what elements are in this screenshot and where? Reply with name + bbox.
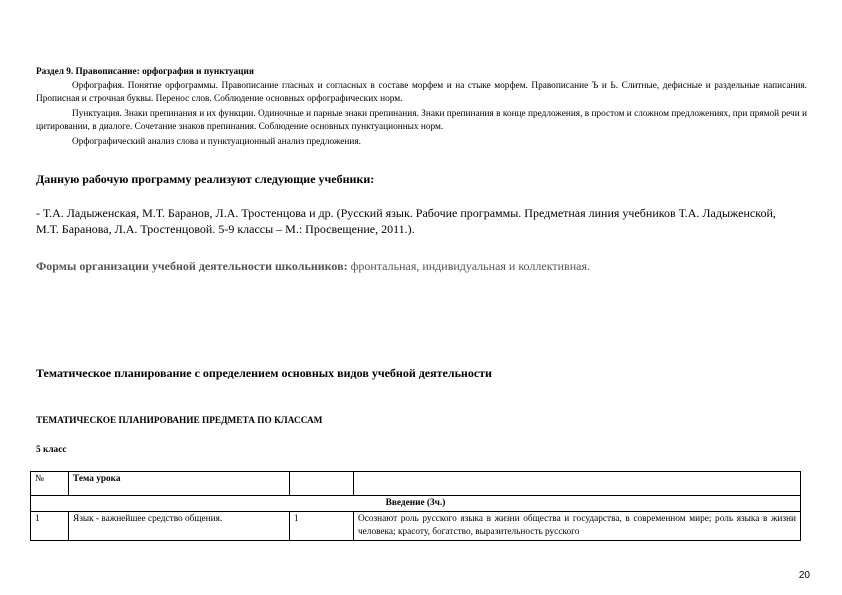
textbooks-item: - Т.А. Ладыженская, М.Т. Баранов, Л.А. Тростенцова и др. (Русский язык. Рабочие программы. Предметная линия учебников Т.А. Ладыженской, М.Т. Баранова, Л.А. Тростенцовой. 5-9 классы – М.: Просвещение, 2011.). [36,206,776,236]
header-activity [354,472,801,496]
header-hours [290,472,354,496]
forms-label: Формы организации учебной деятельности школьников: [36,259,348,273]
forms-line [36,258,796,274]
table-section-row [31,496,801,512]
row-activity: Осознают роль русского языка в жизни общества и государства, в современном мире; роль языка в жизни человека; красоту, богатство, выразительность русского [354,512,801,541]
table-header-row [31,472,801,496]
thematic-heading: Тематическое планирование с определением основных видов учебной деятельности [36,366,492,380]
subject-heading: ТЕМАТИЧЕСКОЕ ПЛАНИРОВАНИЕ ПРЕДМЕТА ПО КЛАССАМ [36,416,323,426]
page-number: 20 [798,570,810,581]
row-num: 1 [31,512,69,541]
lessons-table [30,471,801,541]
section-introduction: Введение (3ч.) [31,496,801,512]
table-row [31,512,801,541]
punctuation-paragraph: Пунктуация. Знаки препинания и их функции. Одиночные и парные знаки препинания. Знаки препинания в конце предложения, в простом и сложном предложениях, при прямой речи и цитировании, в диалоге. Сочетание знаков препинания. Соблюдение основных пунктуационных норм. [36,109,807,132]
grade-label: 5 класс [36,445,67,455]
row-hours: 1 [290,512,354,541]
section-heading: Раздел 9. Правописание: орфография и пунктуация [36,67,254,77]
forms-value: фронтальная, индивидуальная и коллективная. [347,259,590,273]
orthography-paragraph: Орфография. Понятие орфограммы. Правописание гласных и согласных в составе морфем и на стыке морфем. Правописание Ъ и Ь. Слитные, дефисные и раздельные написания. Прописная и строчная буквы. Перенос слов. Соблюдение основных орфографических норм. [36,81,807,104]
textbooks-heading: Данную рабочую программу реализуют следующие учебники: [36,172,375,186]
header-topic: Тема урока [69,472,290,496]
row-topic: Язык - важнейшее средство общения. [69,512,290,541]
header-num: № [31,472,69,496]
analysis-paragraph: Орфографический анализ слова и пунктуационный анализ предложения. [72,137,361,147]
